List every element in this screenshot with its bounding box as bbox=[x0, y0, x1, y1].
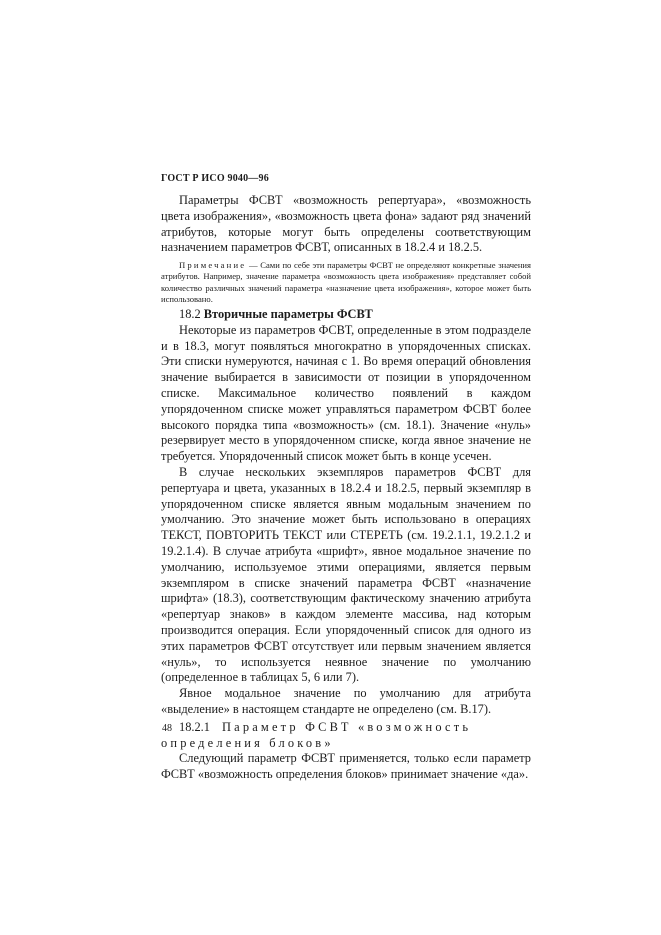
subsection-title: Параметр ФСВТ «возможность определения блоков» bbox=[161, 719, 472, 750]
note-paragraph bbox=[161, 260, 531, 305]
subsection-heading-18-2-1 bbox=[161, 720, 531, 752]
document-body bbox=[161, 193, 531, 783]
section-title: Вторичные параметры ФСВТ bbox=[203, 307, 373, 321]
section-number: 18.2 bbox=[179, 307, 204, 321]
note-label: Примечание bbox=[179, 260, 247, 271]
document-header: ГОСТ Р ИСО 9040—96 bbox=[161, 173, 269, 184]
paragraph-fsvt-capability-params: Параметры ФСВТ «возможность репертуара», «возможность цвета изображения», «возможность цвета фона» задают ряд значений атрибутов, которые могут быть определены соответствующим назначением параметров ФСВТ, описанных в 18.2.4 и 18.2.5. bbox=[161, 193, 531, 255]
paragraph-ordered-lists: Некоторые из параметров ФСВТ, определенные в этом подразделе и в 18.3, могут появляться многократно в упорядоченных списках. Эти списки нумеруются, начиная с 1. Во время операций обновления значение выбирается в зависимости от позиции в упорядоченном списке. Максимальное количество появлений в каждом упорядоченном списке может управляться параметром ФСВТ более высокого порядка типа «возможность» (см. 18.1). Значение «нуль» резервирует место в упорядоченном списке, когда явное значение не требуется. Упорядоченный список может быть в конце усечен. bbox=[161, 322, 531, 464]
paragraph-modal-defaults: В случае нескольких экземпляров параметров ФСВТ для репертуара и цвета, указанных в 18.2.4 и 18.2.5, первый экземпляр в упорядоченном списке является явным модальным значением по умолчанию. Это значение может быть использовано в операциях ТЕКСТ, ПОВТОРИТЬ ТЕКСТ или СТЕРЕТЬ (см. 19.2.1.1, 19.2.1.2 и 19.2.1.4). В случае атрибута «шрифт», явное модальное значение по умолчанию, используемое этими операциями, является первым экземпляром в списке значений параметра ФСВТ «назначение шрифта» (18.3), соответствующим фактическому значению атрибута «репертуар знаков» в каждом элементе массива, над которым производится операция. Если упорядоченный список для одного из этих параметров ФСВТ отсутствует или первым значением является «нуль», то используется неявное значение по умолчанию (определенное в таблицах 5, 6 или 7). bbox=[161, 464, 531, 685]
paragraph-block-definition: Следующий параметр ФСВТ применяется, только если параметр ФСВТ «возможность определения блоков» принимает значение «да». bbox=[161, 751, 531, 782]
note-text: — Сами по себе эти параметры ФСВТ не определяют конкретные значения атрибутов. Например, значение параметра «возможность цвета изображения» представляет собой количество различных значений параметра «назначение цвета изображения», которое может быть использовано. bbox=[161, 260, 531, 304]
section-heading-18-2 bbox=[161, 307, 531, 323]
paragraph-highlight-default: Явное модальное значение по умолчанию для атрибута «выделение» в настоящем стандарте не определено (см. В.17). bbox=[161, 686, 531, 716]
page-number: 48 bbox=[162, 723, 172, 734]
subsection-number: 18.2.1 bbox=[179, 719, 210, 734]
